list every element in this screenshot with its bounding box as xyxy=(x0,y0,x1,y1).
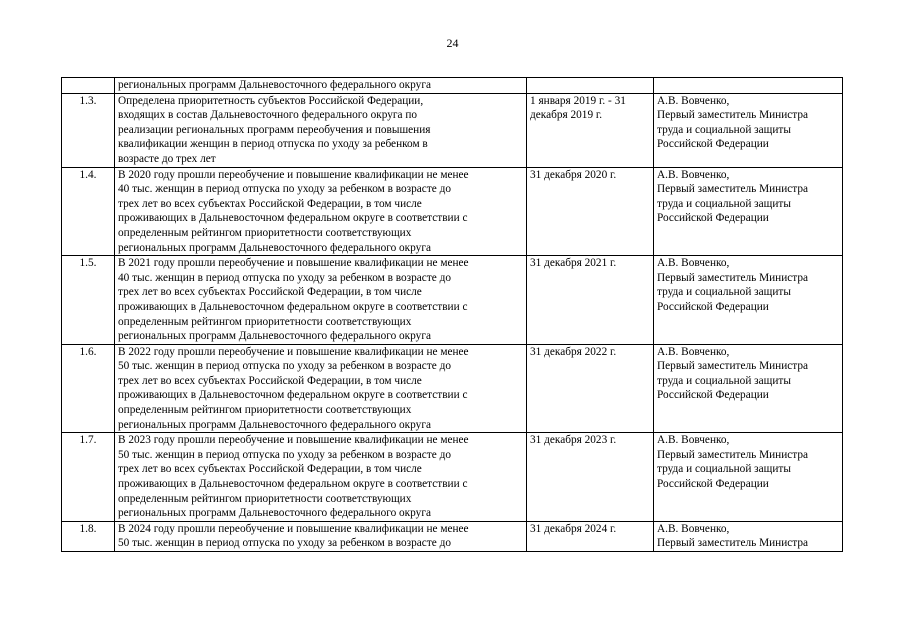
responsible-line: Первый заместитель Министра xyxy=(657,537,809,550)
row-number-cell: 1.3. xyxy=(62,93,115,167)
measure-text-cell xyxy=(115,78,527,94)
row-number-cell: 1.4. xyxy=(62,167,115,256)
measure-text-line: региональных программ Дальневосточного федерального округа xyxy=(118,241,431,254)
deadline-line: 31 декабря 2020 г. xyxy=(530,168,617,181)
responsible-line: Первый заместитель Министра xyxy=(657,448,809,461)
responsible-line: Российской Федерации xyxy=(657,212,769,225)
measure-text-line: проживающих в Дальневосточном федеральном округе в соответствии с xyxy=(118,478,468,491)
table-row xyxy=(62,344,843,433)
deadline-line: 31 декабря 2024 г. xyxy=(530,522,617,535)
responsible-line: труда и социальной защиты xyxy=(657,463,791,476)
measure-text-line: В 2022 году прошли переобучение и повышение квалификации не менее xyxy=(118,345,469,358)
responsible-cell xyxy=(654,344,843,433)
responsible-cell xyxy=(654,93,843,167)
responsible-line: Первый заместитель Министра xyxy=(657,271,809,284)
table-row xyxy=(62,521,843,551)
responsible-line: А.В. Вовченко, xyxy=(657,168,730,181)
measure-text-line: В 2024 году прошли переобучение и повышение квалификации не менее xyxy=(118,522,469,535)
measure-text-line: В 2023 году прошли переобучение и повышение квалификации не менее xyxy=(118,434,469,447)
responsible-line: труда и социальной защиты xyxy=(657,374,791,387)
responsible-cell xyxy=(654,256,843,345)
row-number-cell: 1.8. xyxy=(62,521,115,551)
responsible-line: труда и социальной защиты xyxy=(657,123,791,136)
table-row xyxy=(62,256,843,345)
measure-text-line: 50 тыс. женщин в период отпуска по уходу за ребенком в возрасте до xyxy=(118,537,451,550)
measure-text-line: определенным рейтингом приоритетности соответствующих xyxy=(118,492,412,505)
measure-text-line: квалификации женщин в период отпуска по уходу за ребенком в xyxy=(118,138,428,151)
row-number-cell: 1.6. xyxy=(62,344,115,433)
measure-text-line: определенным рейтингом приоритетности соответствующих xyxy=(118,404,412,417)
deadline-cell xyxy=(527,344,654,433)
responsible-cell xyxy=(654,167,843,256)
measure-text-line: входящих в состав Дальневосточного федерального округа по xyxy=(118,109,418,122)
deadline-line: 1 января 2019 г. - 31 xyxy=(530,94,626,107)
measure-text-cell xyxy=(115,433,527,522)
measure-text-line: региональных программ Дальневосточного федерального округа xyxy=(118,418,431,431)
measure-text-line: определенным рейтингом приоритетности соответствующих xyxy=(118,226,412,239)
deadline-cell xyxy=(527,78,654,94)
deadline-cell xyxy=(527,521,654,551)
measure-text-cell xyxy=(115,344,527,433)
deadline-line: 31 декабря 2023 г. xyxy=(530,434,617,447)
responsible-line: Первый заместитель Министра xyxy=(657,109,809,122)
row-number-cell: 1.5. xyxy=(62,256,115,345)
measure-text-line: Определена приоритетность субъектов Российской Федерации, xyxy=(118,94,424,107)
responsible-line: Первый заместитель Министра xyxy=(657,183,809,196)
deadline-line: декабря 2019 г. xyxy=(530,109,603,122)
table-row xyxy=(62,93,843,167)
deadline-cell xyxy=(527,93,654,167)
responsible-line: А.В. Вовченко, xyxy=(657,94,730,107)
measure-text-line: трех лет во всех субъектах Российской Федерации, в том числе xyxy=(118,463,422,476)
responsible-line: Российской Федерации xyxy=(657,300,769,313)
responsible-cell xyxy=(654,433,843,522)
responsible-line: Российской Федерации xyxy=(657,389,769,402)
deadline-cell xyxy=(527,433,654,522)
deadline-line: 31 декабря 2022 г. xyxy=(530,345,617,358)
measure-text-line: определенным рейтингом приоритетности соответствующих xyxy=(118,315,412,328)
measure-text-line: региональных программ Дальневосточного федерального округа xyxy=(118,79,431,91)
measure-text-line: 40 тыс. женщин в период отпуска по уходу за ребенком в возрасте до xyxy=(118,271,451,284)
measure-text-line: трех лет во всех субъектах Российской Федерации, в том числе xyxy=(118,197,422,210)
measure-text-line: трех лет во всех субъектах Российской Федерации, в том числе xyxy=(118,286,422,299)
table-row-continuation xyxy=(62,78,843,94)
measure-text-line: В 2021 году прошли переобучение и повышение квалификации не менее xyxy=(118,257,469,270)
measure-text-line: 40 тыс. женщин в период отпуска по уходу за ребенком в возрасте до xyxy=(118,183,451,196)
measure-text-line: трех лет во всех субъектах Российской Федерации, в том числе xyxy=(118,374,422,387)
responsible-line: Российской Федерации xyxy=(657,478,769,491)
measure-text-cell xyxy=(115,93,527,167)
measure-text-cell xyxy=(115,167,527,256)
responsible-line: Российской Федерации xyxy=(657,138,769,151)
measure-text-line: возрасте до трех лет xyxy=(118,152,216,165)
deadline-line: 31 декабря 2021 г. xyxy=(530,257,617,270)
responsible-cell xyxy=(654,521,843,551)
measure-text-cell xyxy=(115,521,527,551)
page-number: 24 xyxy=(446,36,459,50)
measure-text-line: проживающих в Дальневосточном федеральном округе в соответствии с xyxy=(118,389,468,402)
responsible-cell xyxy=(654,78,843,94)
responsible-line: труда и социальной защиты xyxy=(657,286,791,299)
measure-text-line: проживающих в Дальневосточном федеральном округе в соответствии с xyxy=(118,212,468,225)
measure-text-line: В 2020 году прошли переобучение и повышение квалификации не менее xyxy=(118,168,469,181)
measure-text-line: 50 тыс. женщин в период отпуска по уходу за ребенком в возрасте до xyxy=(118,448,451,461)
measure-text-line: 50 тыс. женщин в период отпуска по уходу за ребенком в возрасте до xyxy=(118,360,451,373)
measure-text-line: региональных программ Дальневосточного федерального округа xyxy=(118,330,431,343)
deadline-cell xyxy=(527,167,654,256)
responsible-line: А.В. Вовченко, xyxy=(657,434,730,447)
measure-text-cell xyxy=(115,256,527,345)
responsible-line: Первый заместитель Министра xyxy=(657,360,809,373)
measure-text-line: региональных программ Дальневосточного федерального округа xyxy=(118,507,431,520)
responsible-line: А.В. Вовченко, xyxy=(657,345,730,358)
measures-table-body xyxy=(62,78,843,552)
row-number-cell: 1.7. xyxy=(62,433,115,522)
measure-text-line: реализации региональных программ переобучения и повышения xyxy=(118,123,431,136)
responsible-line: А.В. Вовченко, xyxy=(657,257,730,270)
row-number-cell xyxy=(62,78,115,94)
responsible-line: А.В. Вовченко, xyxy=(657,522,730,535)
deadline-cell xyxy=(527,256,654,345)
table-row xyxy=(62,433,843,522)
measure-text-line: проживающих в Дальневосточном федеральном округе в соответствии с xyxy=(118,300,468,313)
measures-table xyxy=(61,77,843,552)
table-row xyxy=(62,167,843,256)
responsible-line: труда и социальной защиты xyxy=(657,197,791,210)
